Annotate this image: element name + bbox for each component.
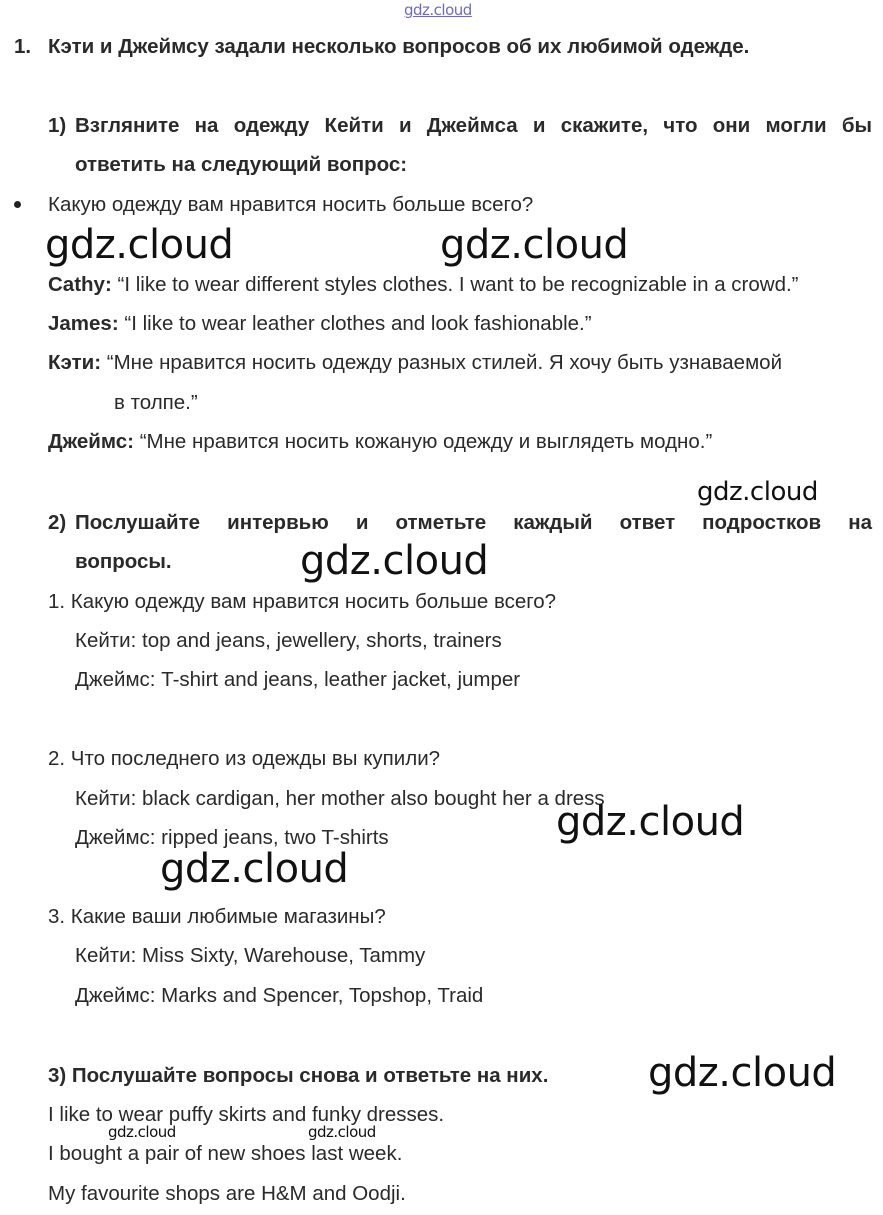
- answer-james-ru: [48, 430, 712, 454]
- watermark-large-4: gdz.cloud: [556, 799, 745, 845]
- part3-answer-2: I bought a pair of new shoes last week.: [48, 1142, 403, 1165]
- watermark-medium-1: gdz.cloud: [697, 477, 818, 507]
- answer-text: “I like to wear leather clothes and look fashionable.”: [124, 312, 592, 335]
- part3-title: 3) Послушайте вопросы снова и ответьте на них.: [48, 1064, 549, 1087]
- watermark-large-1: gdz.cloud: [45, 222, 234, 268]
- task-title: Кэти и Джеймсу задали несколько вопросов об их любимой одежде.: [48, 35, 750, 58]
- watermark-large-2: gdz.cloud: [440, 222, 629, 268]
- part2-answer-2-kate: Кейти: black cardigan, her mother also bought her a dress: [75, 787, 605, 810]
- part1-instruction-line1: Взгляните на одежду Кейти и Джеймса и скажите, что они могли бы: [75, 114, 872, 137]
- speaker-label: Кэти:: [48, 351, 102, 374]
- part1-question: Какую одежду вам нравится носить больше всего?: [48, 193, 534, 216]
- answer-katy-ru-continued: в толпе.”: [114, 391, 198, 414]
- watermark-large-3: gdz.cloud: [300, 538, 489, 584]
- part2-answer-1-kate: Кейти: top and jeans, jewellery, shorts, trainers: [75, 629, 502, 652]
- answer-text: “I like to wear different styles clothes. I want to be recognizable in a crowd.”: [117, 273, 799, 296]
- answer-cathy: [48, 273, 799, 297]
- part2-instruction-line1: Послушайте интервью и отметьте каждый ответ подростков на: [75, 511, 872, 534]
- part2-answer-3-kate: Кейти: Miss Sixty, Warehouse, Tammy: [75, 944, 426, 967]
- part1-number: 1): [48, 114, 67, 137]
- watermark-large-6: gdz.cloud: [648, 1050, 837, 1096]
- part2-question-2: 2. Что последнего из одежды вы купили?: [48, 747, 441, 770]
- part2-number: 2): [48, 511, 67, 534]
- watermark-top: gdz.cloud: [404, 1, 472, 19]
- watermark-large-5: gdz.cloud: [160, 846, 349, 892]
- speaker-label: James:: [48, 312, 119, 335]
- part2-question-3: 3. Какие ваши любимые магазины?: [48, 905, 386, 928]
- answer-text: “Мне нравится носить кожаную одежду и выглядеть модно.”: [139, 430, 713, 453]
- answer-text: “Мне нравится носить одежду разных стилей. Я хочу быть узнаваемой: [106, 351, 783, 374]
- speaker-label: Джеймс:: [48, 430, 134, 453]
- part2-answer-1-james: Джеймс: T-shirt and jeans, leather jacket, jumper: [75, 668, 521, 691]
- part2-answer-3-james: Джеймс: Marks and Spencer, Topshop, Traid: [75, 984, 484, 1007]
- part1-instruction-line2: ответить на следующий вопрос:: [75, 153, 408, 176]
- part3-answer-1: I like to wear puffy skirts and funky dresses.: [48, 1103, 445, 1126]
- watermark-small-1: gdz.cloud: [108, 1123, 176, 1141]
- answer-katy-ru: [48, 351, 782, 375]
- watermark-small-2: gdz.cloud: [308, 1123, 376, 1141]
- answer-james: [48, 312, 592, 336]
- bullet-icon: [14, 201, 21, 208]
- speaker-label: Cathy:: [48, 273, 112, 296]
- part2-instruction-line2: вопросы.: [75, 550, 172, 573]
- part2-answer-2-james: Джеймс: ripped jeans, two T-shirts: [75, 826, 389, 849]
- part2-question-1: 1. Какую одежду вам нравится носить больше всего?: [48, 590, 557, 613]
- task-number: 1.: [14, 35, 32, 58]
- part3-answer-3: My favourite shops are H&M and Oodji.: [48, 1182, 406, 1205]
